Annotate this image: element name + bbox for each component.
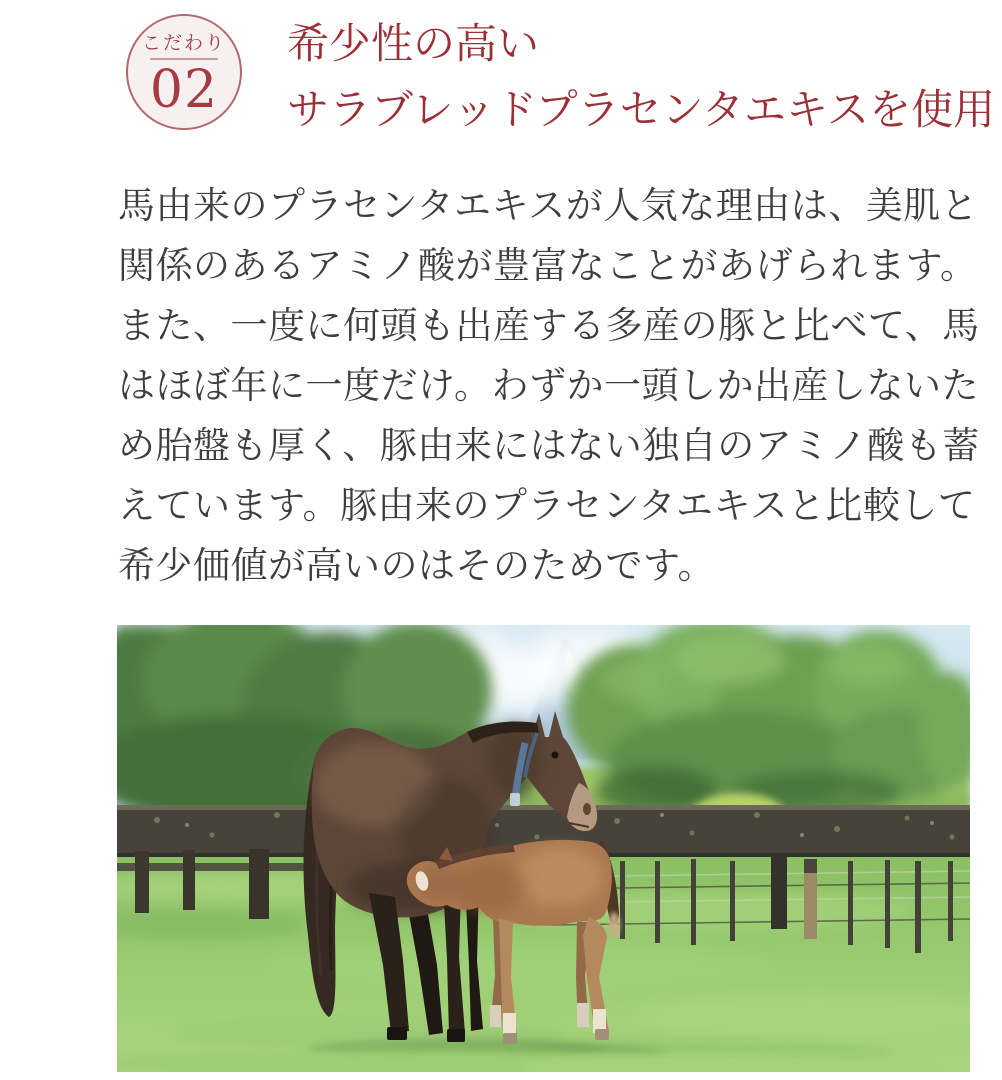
horse-pasture-photo bbox=[117, 625, 970, 1072]
section-title bbox=[287, 11, 995, 143]
paragraph-line: 馬由来のプラセンタエキスが人気な理由は、美肌と bbox=[118, 185, 979, 226]
description-text bbox=[118, 176, 988, 596]
paragraph-line: はほぼ年に一度だけ。わずか一頭しか出産しないた bbox=[118, 365, 980, 406]
paragraph-line: 関係のあるアミノ酸が豊富なことがあげられます。 bbox=[118, 245, 978, 286]
paragraph-line: め胎盤も厚く、豚由来にはない独自のアミノ酸も蓄 bbox=[118, 425, 980, 466]
badge-label: こだわり bbox=[141, 32, 226, 54]
paragraph-line: えています。豚由来のプラセンタエキスと比較して bbox=[118, 485, 976, 526]
paragraph-line: 希少価値が高いのはそのためです。 bbox=[118, 545, 716, 586]
paragraph-line: また、一度に何頭も出産する多産の豚と比べて、馬 bbox=[118, 305, 980, 346]
badge-number: 02 bbox=[149, 60, 219, 120]
feature-number-badge bbox=[126, 14, 242, 130]
section-title-line-2: サラブレッドプラセンタエキスを使用 bbox=[287, 85, 996, 134]
horse-photo-illustration bbox=[117, 625, 970, 1072]
section-title-line-1: 希少性の高い bbox=[287, 19, 540, 68]
